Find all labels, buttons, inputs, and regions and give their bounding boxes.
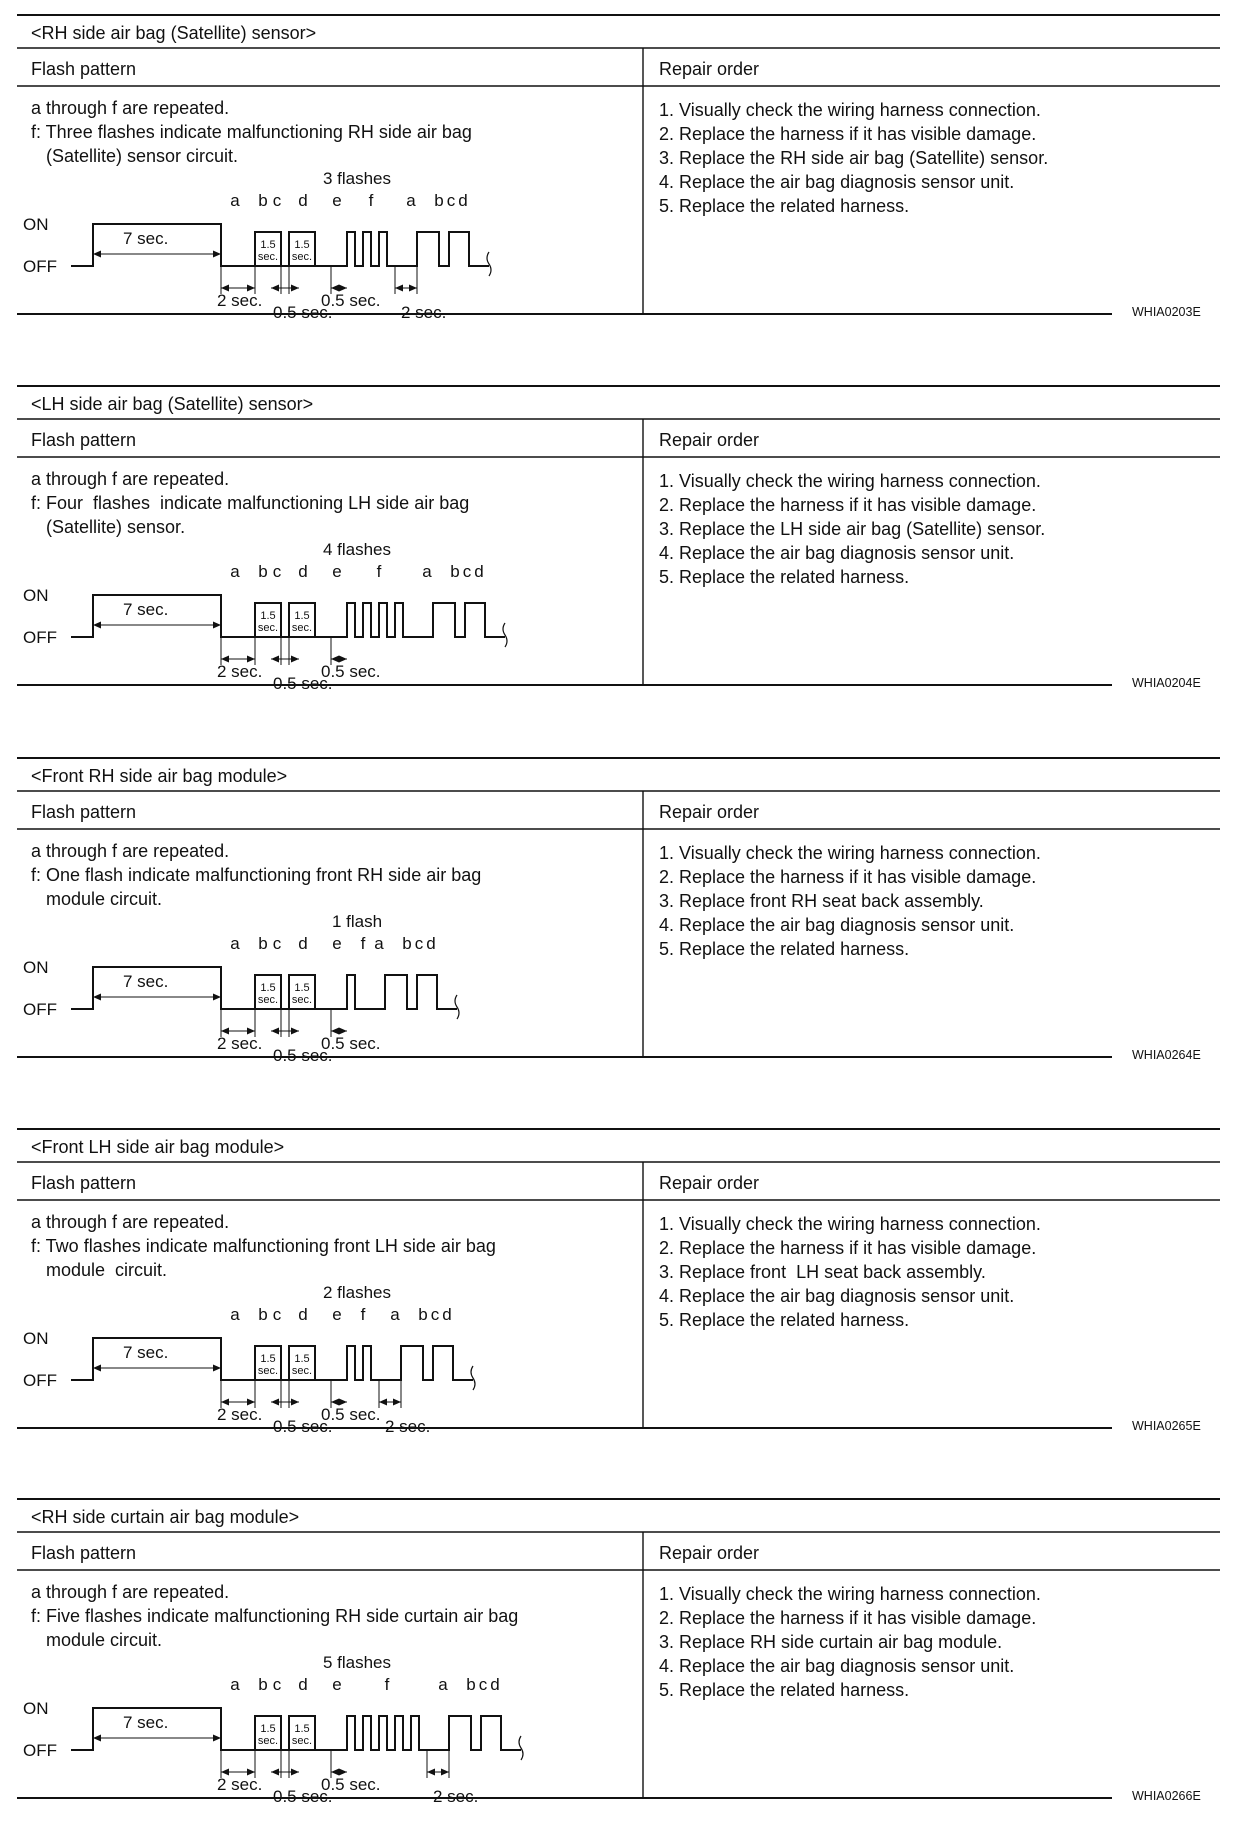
break-mark bbox=[487, 252, 491, 276]
phase-letter: e bbox=[332, 934, 342, 953]
phase-letter: a bbox=[406, 191, 416, 210]
repair-step: 4. Replace the air bag diagnosis sensor unit. bbox=[659, 543, 1015, 563]
phase-letter: a bbox=[374, 934, 384, 953]
arrow-head bbox=[213, 1365, 221, 1372]
repair-step: 1. Visually check the wiring harness connection. bbox=[659, 100, 1041, 120]
break-mark bbox=[503, 623, 507, 647]
phase-letter: f bbox=[360, 934, 366, 953]
phase-letter: c bbox=[272, 191, 282, 210]
repair-step: 2. Replace the harness if it has visible damage. bbox=[659, 124, 1037, 144]
repair-step: 3. Replace RH side curtain air bag module. bbox=[659, 1632, 1003, 1652]
arrow-head bbox=[213, 994, 221, 1001]
arrow-head bbox=[271, 1769, 279, 1776]
phase-letter: b bbox=[258, 934, 268, 953]
phase-letter: c bbox=[272, 562, 282, 581]
arrow-head bbox=[271, 1028, 279, 1035]
section-title: <LH side air bag (Satellite) sensor> bbox=[31, 394, 314, 414]
flash-pattern-header: Flash pattern bbox=[31, 1173, 137, 1193]
pulse-duration-label: sec. bbox=[257, 994, 279, 1006]
phase-letter: d bbox=[298, 934, 308, 953]
phase-letter: d bbox=[298, 1305, 308, 1324]
arrow-head bbox=[427, 1769, 435, 1776]
phase-letter: a bbox=[230, 562, 240, 581]
repair-step: 3. Replace front LH seat back assembly. bbox=[659, 1262, 986, 1282]
arrow-head bbox=[393, 1399, 401, 1406]
break-mark bbox=[471, 1366, 475, 1390]
on-duration-label: 7 sec. bbox=[123, 600, 169, 619]
phase-letter: c bbox=[462, 562, 472, 581]
phase-letter: b bbox=[418, 1305, 428, 1324]
repair-order-header: Repair order bbox=[659, 802, 760, 822]
arrow-head bbox=[291, 1769, 299, 1776]
phase-letter: b bbox=[466, 1675, 476, 1694]
repair-step: 2. Replace the harness if it has visible damage. bbox=[659, 495, 1037, 515]
break-mark bbox=[519, 1736, 523, 1760]
on-duration-label: 7 sec. bbox=[123, 1343, 169, 1362]
description-line: module circuit. bbox=[31, 889, 163, 909]
description-line: a through f are repeated. bbox=[31, 1212, 230, 1232]
diagnosis-section bbox=[0, 757, 1248, 1067]
repair-order-header: Repair order bbox=[659, 59, 760, 79]
phase-letter: d bbox=[298, 1675, 308, 1694]
phase-letter: a bbox=[438, 1675, 448, 1694]
phase-letter: d bbox=[426, 934, 436, 953]
gap-a-label: 2 sec. bbox=[217, 1775, 263, 1794]
flashes-label: 4 flashes bbox=[322, 540, 392, 559]
phase-letter: b bbox=[258, 562, 268, 581]
repair-step: 5. Replace the related harness. bbox=[659, 567, 910, 587]
phase-letter: a bbox=[230, 1305, 240, 1324]
repair-step: 1. Visually check the wiring harness connection. bbox=[659, 843, 1041, 863]
phase-letter: a bbox=[230, 191, 240, 210]
section-title: <Front RH side air bag module> bbox=[31, 766, 288, 786]
phase-letter: d bbox=[490, 1675, 500, 1694]
repair-step: 2. Replace the harness if it has visible damage. bbox=[659, 1608, 1037, 1628]
section-frame bbox=[0, 14, 1248, 324]
phase-letter: f bbox=[376, 562, 382, 581]
gap-e-label: 0.5 sec. bbox=[321, 1405, 381, 1424]
repair-step: 5. Replace the related harness. bbox=[659, 939, 910, 959]
repair-step: 4. Replace the air bag diagnosis sensor unit. bbox=[659, 915, 1015, 935]
section-title: <RH side air bag (Satellite) sensor> bbox=[31, 23, 317, 43]
gap-e-label: 0.5 sec. bbox=[321, 291, 381, 310]
phase-letter: d bbox=[298, 562, 308, 581]
repair-step: 5. Replace the related harness. bbox=[659, 196, 910, 216]
pulse-duration-label: sec. bbox=[291, 622, 313, 634]
phase-letter: e bbox=[332, 1675, 342, 1694]
phase-letter: f bbox=[368, 191, 374, 210]
flash-pattern-header: Flash pattern bbox=[31, 430, 137, 450]
repair-step: 4. Replace the air bag diagnosis sensor unit. bbox=[659, 172, 1015, 192]
phase-letter: d bbox=[474, 562, 484, 581]
description-line: a through f are repeated. bbox=[31, 841, 230, 861]
pulse-duration-label: 1.5 bbox=[294, 1723, 310, 1735]
pulse-duration-label: sec. bbox=[257, 622, 279, 634]
pulse-duration-label: 1.5 bbox=[260, 982, 276, 994]
phase-letter: e bbox=[332, 562, 342, 581]
figure-code: WHIA0204E bbox=[1132, 676, 1201, 690]
on-duration-label: 7 sec. bbox=[123, 972, 169, 991]
repair-step: 2. Replace the harness if it has visible damage. bbox=[659, 1238, 1037, 1258]
on-duration-label: 7 sec. bbox=[123, 229, 169, 248]
phase-letter: a bbox=[390, 1305, 400, 1324]
description-line: f: Five flashes indicate malfunctioning RH side curtain air bag bbox=[31, 1606, 519, 1626]
flashes-label: 1 flash bbox=[331, 912, 383, 931]
repair-step: 1. Visually check the wiring harness connection. bbox=[659, 1584, 1041, 1604]
repair-step: 4. Replace the air bag diagnosis sensor unit. bbox=[659, 1286, 1015, 1306]
phase-letter: c bbox=[430, 1305, 440, 1324]
description-line: (Satellite) sensor circuit. bbox=[31, 146, 239, 166]
phase-letter: b bbox=[434, 191, 444, 210]
gap-a-label: 2 sec. bbox=[217, 291, 263, 310]
phase-letter: b bbox=[258, 1305, 268, 1324]
gap-f-label: 2 sec. bbox=[385, 1417, 431, 1436]
arrow-head bbox=[271, 285, 279, 292]
description-line: f: One flash indicate malfunctioning front RH side air bag bbox=[31, 865, 482, 885]
on-label: ON bbox=[23, 215, 49, 234]
phase-letter: b bbox=[258, 1675, 268, 1694]
phase-letter: f bbox=[384, 1675, 390, 1694]
flashes-label: 2 flashes bbox=[322, 1283, 392, 1302]
off-label: OFF bbox=[23, 257, 57, 276]
pulse-duration-label: sec. bbox=[291, 1735, 313, 1747]
arrow-head bbox=[441, 1769, 449, 1776]
arrow-head bbox=[93, 622, 101, 629]
diagnosis-section bbox=[0, 14, 1248, 324]
description-line: f: Three flashes indicate malfunctioning RH side air bag bbox=[31, 122, 472, 142]
phase-letter: c bbox=[272, 1675, 282, 1694]
arrow-head bbox=[93, 251, 101, 258]
pulse-duration-label: sec. bbox=[257, 1735, 279, 1747]
arrow-head bbox=[291, 1028, 299, 1035]
gap-c-label: 0.5 sec. bbox=[273, 674, 333, 693]
on-label: ON bbox=[23, 1699, 49, 1718]
on-label: ON bbox=[23, 1329, 49, 1348]
phase-letter: b bbox=[402, 934, 412, 953]
arrow-head bbox=[213, 622, 221, 629]
flash-pattern-header: Flash pattern bbox=[31, 59, 137, 79]
flashes-label: 3 flashes bbox=[322, 169, 392, 188]
on-label: ON bbox=[23, 958, 49, 977]
flashes-label: 5 flashes bbox=[322, 1653, 392, 1672]
gap-a-label: 2 sec. bbox=[217, 662, 263, 681]
description-line: module circuit. bbox=[31, 1260, 168, 1280]
description-line: a through f are repeated. bbox=[31, 469, 230, 489]
description-line: f: Two flashes indicate malfunctioning front LH side air bag bbox=[31, 1236, 496, 1256]
arrow-head bbox=[271, 1399, 279, 1406]
arrow-head bbox=[213, 1735, 221, 1742]
pulse-duration-label: sec. bbox=[257, 1365, 279, 1377]
repair-order-header: Repair order bbox=[659, 430, 760, 450]
pulse-duration-label: 1.5 bbox=[294, 1353, 310, 1365]
on-duration-label: 7 sec. bbox=[123, 1713, 169, 1732]
pulse-duration-label: 1.5 bbox=[294, 982, 310, 994]
section-frame bbox=[0, 1498, 1248, 1808]
pulse-duration-label: 1.5 bbox=[260, 1723, 276, 1735]
arrow-head bbox=[213, 251, 221, 258]
pulse-duration-label: sec. bbox=[291, 251, 313, 263]
section-frame bbox=[0, 385, 1248, 695]
arrow-head bbox=[291, 1399, 299, 1406]
gap-f-label: 2 sec. bbox=[401, 303, 447, 322]
gap-e-label: 0.5 sec. bbox=[321, 1775, 381, 1794]
off-label: OFF bbox=[23, 1000, 57, 1019]
off-label: OFF bbox=[23, 628, 57, 647]
arrow-head bbox=[409, 285, 417, 292]
section-title: <Front LH side air bag module> bbox=[31, 1137, 285, 1157]
repair-step: 4. Replace the air bag diagnosis sensor unit. bbox=[659, 1656, 1015, 1676]
on-label: ON bbox=[23, 586, 49, 605]
gap-e-label: 0.5 sec. bbox=[321, 1034, 381, 1053]
description-line: module circuit. bbox=[31, 1630, 163, 1650]
description-line: (Satellite) sensor. bbox=[31, 517, 186, 537]
flash-pattern-header: Flash pattern bbox=[31, 1543, 137, 1563]
flash-pattern-header: Flash pattern bbox=[31, 802, 137, 822]
repair-step: 3. Replace the RH side air bag (Satellite) sensor. bbox=[659, 148, 1049, 168]
pulse-duration-label: sec. bbox=[291, 994, 313, 1006]
arrow-head bbox=[93, 1735, 101, 1742]
phase-letter: d bbox=[298, 191, 308, 210]
phase-letter: d bbox=[442, 1305, 452, 1324]
phase-letter: a bbox=[230, 934, 240, 953]
phase-letter: b bbox=[258, 191, 268, 210]
pulse-duration-label: sec. bbox=[291, 1365, 313, 1377]
phase-letter: f bbox=[360, 1305, 366, 1324]
phase-letter: c bbox=[478, 1675, 488, 1694]
figure-code: WHIA0203E bbox=[1132, 305, 1201, 319]
pulse-duration-label: 1.5 bbox=[260, 1353, 276, 1365]
gap-a-label: 2 sec. bbox=[217, 1405, 263, 1424]
off-label: OFF bbox=[23, 1371, 57, 1390]
phase-letter: c bbox=[272, 934, 282, 953]
phase-letter: e bbox=[332, 1305, 342, 1324]
repair-step: 3. Replace the LH side air bag (Satellite) sensor. bbox=[659, 519, 1046, 539]
repair-order-header: Repair order bbox=[659, 1543, 760, 1563]
repair-step: 3. Replace front RH seat back assembly. bbox=[659, 891, 984, 911]
figure-code: WHIA0266E bbox=[1132, 1789, 1201, 1803]
arrow-head bbox=[271, 656, 279, 663]
gap-a-label: 2 sec. bbox=[217, 1034, 263, 1053]
repair-step: 5. Replace the related harness. bbox=[659, 1680, 910, 1700]
section-title: <RH side curtain air bag module> bbox=[31, 1507, 300, 1527]
pulse-duration-label: 1.5 bbox=[260, 610, 276, 622]
phase-letter: d bbox=[458, 191, 468, 210]
arrow-head bbox=[395, 285, 403, 292]
description-line: a through f are repeated. bbox=[31, 98, 230, 118]
pulse-duration-label: 1.5 bbox=[294, 239, 310, 251]
repair-step: 2. Replace the harness if it has visible damage. bbox=[659, 867, 1037, 887]
repair-step: 1. Visually check the wiring harness connection. bbox=[659, 471, 1041, 491]
gap-e-label: 0.5 sec. bbox=[321, 662, 381, 681]
diagnosis-section bbox=[0, 1128, 1248, 1438]
pulse-duration-label: sec. bbox=[257, 251, 279, 263]
diagnosis-section bbox=[0, 1498, 1248, 1808]
phase-letter: a bbox=[422, 562, 432, 581]
phase-letter: b bbox=[450, 562, 460, 581]
arrow-head bbox=[93, 994, 101, 1001]
gap-c-label: 0.5 sec. bbox=[273, 1046, 333, 1065]
phase-letter: e bbox=[332, 191, 342, 210]
figure-code: WHIA0265E bbox=[1132, 1419, 1201, 1433]
repair-step: 1. Visually check the wiring harness connection. bbox=[659, 1214, 1041, 1234]
gap-f-label: 2 sec. bbox=[433, 1787, 479, 1806]
pulse-duration-label: 1.5 bbox=[260, 239, 276, 251]
arrow-head bbox=[291, 285, 299, 292]
phase-letter: c bbox=[414, 934, 424, 953]
description-line: a through f are repeated. bbox=[31, 1582, 230, 1602]
arrow-head bbox=[93, 1365, 101, 1372]
section-frame bbox=[0, 757, 1248, 1067]
break-mark bbox=[455, 995, 459, 1019]
off-label: OFF bbox=[23, 1741, 57, 1760]
gap-c-label: 0.5 sec. bbox=[273, 303, 333, 322]
phase-letter: c bbox=[446, 191, 456, 210]
pulse-duration-label: 1.5 bbox=[294, 610, 310, 622]
repair-order-header: Repair order bbox=[659, 1173, 760, 1193]
phase-letter: a bbox=[230, 1675, 240, 1694]
section-frame bbox=[0, 1128, 1248, 1438]
repair-step: 5. Replace the related harness. bbox=[659, 1310, 910, 1330]
phase-letter: c bbox=[272, 1305, 282, 1324]
figure-code: WHIA0264E bbox=[1132, 1048, 1201, 1062]
gap-c-label: 0.5 sec. bbox=[273, 1417, 333, 1436]
diagnosis-section bbox=[0, 385, 1248, 695]
gap-c-label: 0.5 sec. bbox=[273, 1787, 333, 1806]
arrow-head bbox=[291, 656, 299, 663]
description-line: f: Four flashes indicate malfunctioning LH side air bag bbox=[31, 493, 470, 513]
